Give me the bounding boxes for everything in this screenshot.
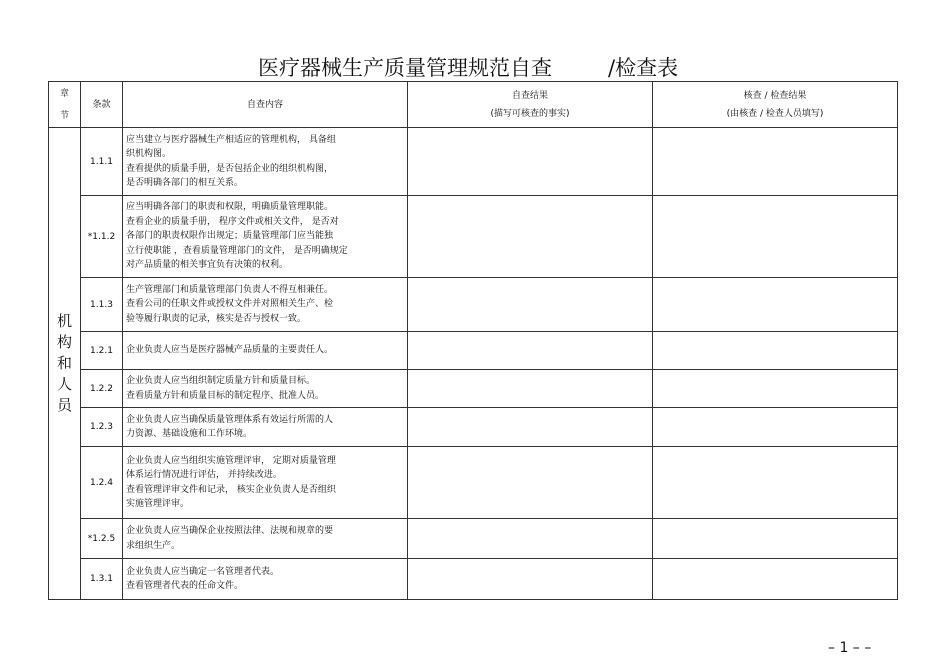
section-label [49,128,81,600]
clause-content [123,278,408,332]
document-title [0,52,950,84]
content-line: 力资源、基础设施和工作环境。 [126,429,253,439]
section-char: 人 [56,375,72,393]
content-line: 企业负责人应当组织制定质量方针和质量目标。 [126,376,316,386]
self-result-cell[interactable] [408,128,653,196]
table-row [49,196,898,278]
clause-number: 1.1.3 [81,278,123,332]
table-row [49,128,898,196]
content-line: 应当明确各部门的职责和权限，明确质量管理职能。 [126,202,334,213]
section-char: 和 [56,354,72,372]
clause-number: 1.2.3 [81,408,123,447]
content-line: 生产管理部门和质量管理部门负责人不得互相兼任。 [126,284,334,295]
header-self-result [408,82,653,128]
check-result-cell[interactable] [653,408,898,447]
table-row [49,519,898,559]
table-row [49,559,898,600]
table-row [49,278,898,332]
clause-number: 1.3.1 [81,559,123,600]
header-check-result [653,82,898,128]
self-result-cell[interactable] [408,370,653,408]
checklist-table [48,81,898,600]
clause-number: *1.2.5 [81,519,123,559]
clause-content [123,128,408,196]
content-line: 验等履行职责的记录，核实是否与授权一致。 [126,313,307,324]
title-main: 医疗器械生产质量管理规范自查 [258,56,552,80]
self-result-cell[interactable] [408,519,653,559]
content-line: 企业负责人应当是医疗器械产品质量的主要责任人。 [126,345,334,356]
content-line: 是否明确各部门的相互关系。 [126,178,244,188]
self-result-cell[interactable] [408,559,653,600]
clause-content [123,559,408,600]
content-line: 企业负责人应当确定一名管理者代表。 [126,566,280,577]
header-chapter-line-2: 节 [59,110,69,121]
clause-number: 1.2.1 [81,332,123,370]
check-result-cell[interactable] [653,128,898,196]
self-result-cell[interactable] [408,278,653,332]
header-self-result-title: 自查结果 [511,90,548,101]
self-result-cell[interactable] [408,408,653,447]
header-clause: 条款 [81,82,123,128]
section-char: 机 [56,312,72,330]
header-check-result-note: (由核查 / 检查人员填写) [726,108,824,119]
check-result-cell[interactable] [653,370,898,408]
clause-content [123,408,408,447]
content-line: 查看企业的质量手册， 程序文件或相关文件， 是否对 [126,216,339,227]
page-number: – 1 – – [828,640,872,656]
content-line: 立行使职能 ，查看质量管理部门的文件， 是否明确规定 [126,245,348,256]
self-result-cell[interactable] [408,196,653,278]
table-row [49,332,898,370]
table-row [49,370,898,408]
content-line: 对产品质量的相关事宜负有决策的权利。 [126,260,289,271]
clause-number: 1.2.2 [81,370,123,408]
check-result-cell[interactable] [653,559,898,600]
self-result-cell[interactable] [408,332,653,370]
content-line: 体系运行情况进行评估， 并持续改进。 [126,470,282,480]
check-result-cell[interactable] [653,519,898,559]
content-line: 查看质量方针和质量目标的制定程序、批准人员。 [126,390,325,401]
content-line: 各部门的职责权限作出规定；质量管理部门应当能独 [126,231,334,242]
content-line: 企业负责人应当组织实施管理评审， 定期对质量管理 [126,455,336,466]
content-line: 企业负责人应当确保质量管理体系有效运行所需的人 [126,414,334,425]
section-char: 构 [56,333,72,351]
content-line: 求组织生产。 [126,540,181,551]
content-line: 查看公司的任职文件或授权文件并对照相关生产、检 [126,299,334,310]
header-chapter [49,82,81,128]
clause-content [123,519,408,559]
header-row [49,82,898,128]
check-result-cell[interactable] [653,447,898,519]
content-line: 企业负责人应当确保企业按照法律、法规和规章的要 [126,526,334,536]
clause-number: *1.1.2 [81,196,123,278]
check-result-cell[interactable] [653,278,898,332]
header-self-result-note: (描写可核查的事实) [490,108,570,119]
table-row [49,408,898,447]
clause-content [123,196,408,278]
section-char: 员 [56,396,72,414]
content-line: 查看管理评审文件和记录， 核实企业负责人是否组织 [126,484,336,495]
clause-content [123,370,408,408]
header-chapter-line-1: 章 [59,88,69,99]
table-row [49,447,898,519]
clause-number: 1.1.1 [81,128,123,196]
content-line: 织机构图。 [126,149,172,159]
content-line: 查看提供的质量手册，是否包括企业的组织机构图， [126,163,334,174]
header-check-result-title: 核查 / 检查结果 [743,90,807,101]
title-suffix: /检查表 [608,56,679,80]
content-line: 查看管理者代表的任命文件。 [126,581,244,591]
clause-number: 1.2.4 [81,447,123,519]
clause-content [123,447,408,519]
check-result-cell[interactable] [653,332,898,370]
clause-content [123,332,408,370]
self-result-cell[interactable] [408,447,653,519]
content-line: 实施管理评审。 [126,499,190,509]
content-line: 应当建立与医疗器械生产相适应的管理机构， 具备组 [126,134,336,145]
header-content: 自查内容 [123,82,408,128]
check-result-cell[interactable] [653,196,898,278]
